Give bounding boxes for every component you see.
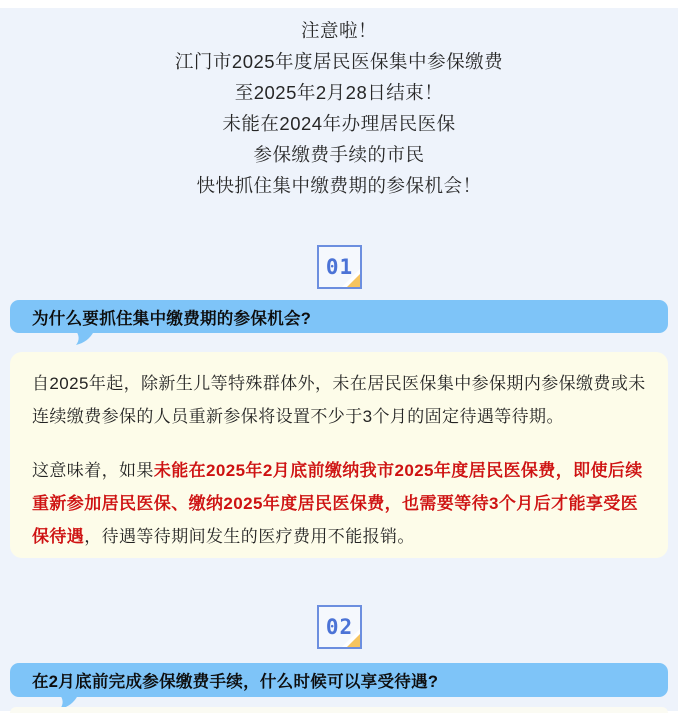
- paragraph2-suffix: ，待遇等待期间发生的医疗费用不能报销。: [84, 527, 415, 546]
- intro-line: 至2025年2月28日结束！: [234, 82, 444, 103]
- section1-paragraph-1: 自2025年起，除新生儿等特殊群体外，未在居民医保集中参保期内参保缴费或未连续缴费参保的人员重新参保将设置不少于3个月的固定待遇等待期。: [32, 374, 646, 426]
- top-white-strip: [0, 0, 678, 8]
- intro-announcement: [0, 15, 678, 201]
- section-number-badge-01: [317, 245, 362, 289]
- intro-line: 快快抓住集中缴费期的参保机会！: [196, 175, 482, 196]
- section1-content-box: [10, 352, 668, 558]
- speech-bubble-tail: [74, 331, 94, 346]
- badge-number-label: 01: [325, 255, 354, 279]
- paragraph2-highlight: 未能在2025年2月底前缴纳我市2025年度居民医保费，即使后续重新参加居民医保、缴纳2025年度居民医保费，也需要等待3个月后才能享受医保待遇: [32, 461, 643, 546]
- section1-heading-text: 为什么要抓住集中缴费期的参保机会?: [32, 309, 312, 328]
- badge-number-label: 02: [325, 615, 354, 639]
- intro-line: 未能在2024年办理居民医保: [222, 113, 456, 134]
- intro-line: 参保缴费手续的市民: [253, 144, 425, 165]
- intro-line: 注意啦！: [300, 20, 377, 41]
- section1-heading-bar: [10, 300, 668, 333]
- section2-heading-text: 在2月底前完成参保缴费手续，什么时候可以享受待遇?: [32, 673, 439, 691]
- section-number-badge-02: [317, 605, 362, 649]
- paragraph2-prefix: 这意味着，如果: [32, 461, 154, 480]
- section2-heading-bar: [10, 663, 668, 697]
- intro-line: 江门市2025年度居民医保集中参保缴费: [174, 51, 504, 72]
- next-content-box-edge: [10, 707, 668, 713]
- section1-paragraph-2: [32, 454, 646, 553]
